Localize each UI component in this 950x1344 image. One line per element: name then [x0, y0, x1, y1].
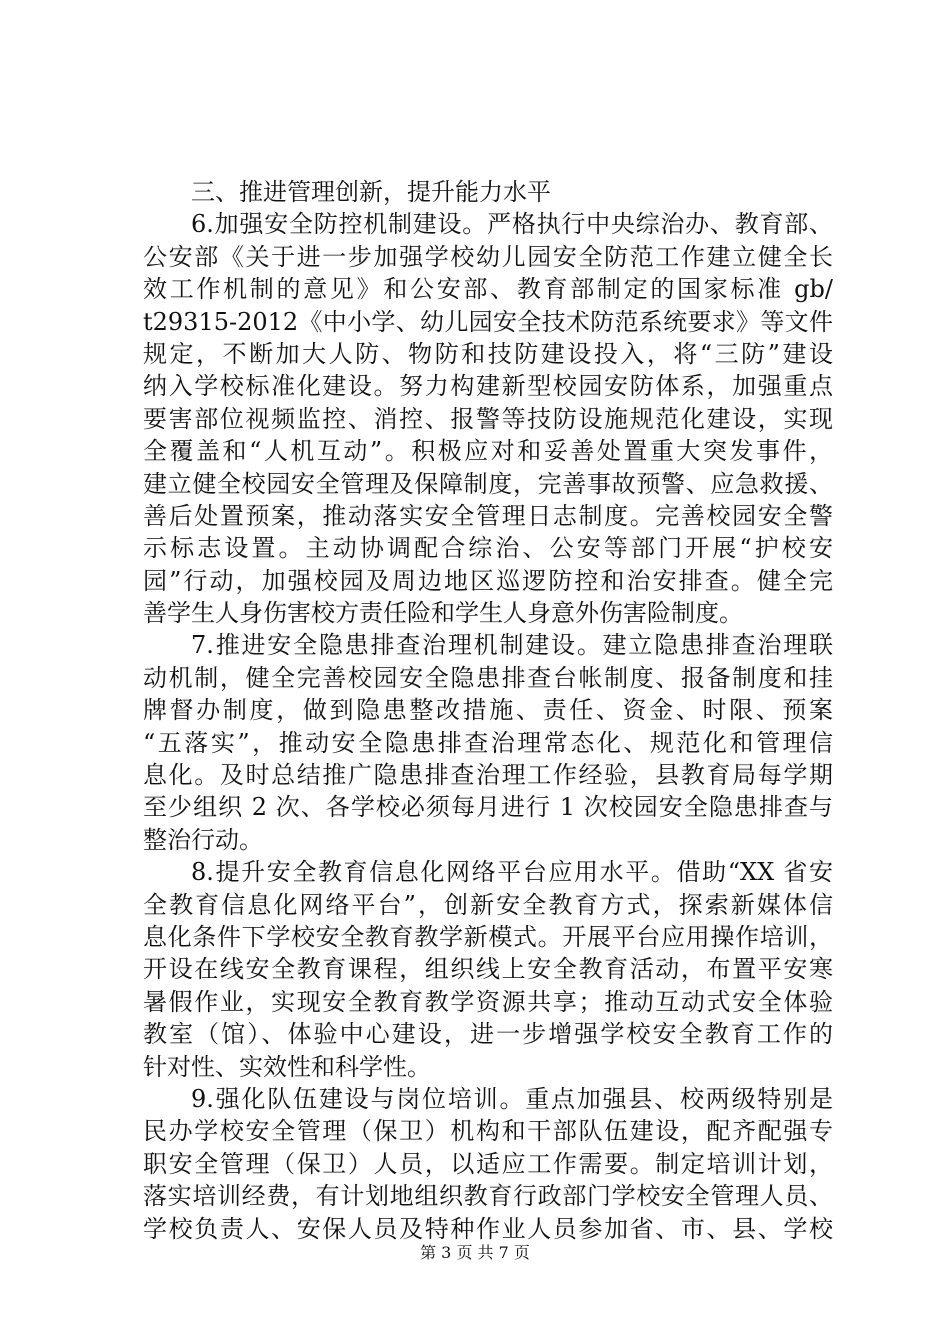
text-line: 善学生人身伤害校方责任险和学生人身意外伤害险制度。: [143, 599, 743, 628]
text-line: 息化。及时总结推广隐患排查治理工作经验，县教育局每学期: [143, 761, 833, 790]
text-line: 示标志设置。主动协调配合综治、公安等部门开展“护校安: [143, 534, 833, 563]
page-footer: 第 3 页 共 7 页: [420, 1243, 530, 1262]
document-body: [143, 176, 833, 1245]
text-line: 全覆盖和“人机互动”。积极应对和妥善处置重大突发事件，: [143, 437, 833, 466]
text-line: 建立健全校园安全管理及保障制度，完善事故预警、应急救援、: [143, 469, 833, 498]
text-line: 6.加强安全防控机制建设。严格执行中央综治办、教育部、: [191, 210, 833, 239]
text-line: 职安全管理（保卫）人员，以适应工作需要。制定培训计划，: [143, 1149, 833, 1178]
text-line: “五落实”，推动安全隐患排查治理常态化、规范化和管理信: [143, 728, 833, 757]
text-line: 7.推进安全隐患排查治理机制建设。建立隐患排查治理联: [191, 631, 833, 660]
text-line: 整治行动。: [143, 825, 263, 854]
text-line: t29315-2012《中小学、幼儿园安全技术防范系统要求》等文件: [143, 307, 833, 336]
text-line: 开设在线安全教育课程，组织线上安全教育活动，布置平安寒: [143, 955, 833, 984]
text-line: 至少组织 2 次、各学校必须每月进行 1 次校园安全隐患排查与: [143, 793, 833, 822]
text-line: 善后处置预案，推动落实安全管理日志制度。完善校园安全警: [143, 501, 833, 530]
text-line: 息化条件下学校安全教育教学新模式。开展平台应用操作培训，: [143, 922, 833, 951]
text-line: 规定，不断加大人防、物防和技防建设投入，将“三防”建设: [143, 339, 833, 368]
text-line: 公安部《关于进一步加强学校幼儿园安全防范工作建立健全长: [143, 242, 833, 271]
text-line: 三、推进管理创新，提升能力水平: [191, 178, 551, 206]
text-line: 民办学校安全管理（保卫）机构和干部队伍建设，配齐配强专: [143, 1117, 833, 1146]
text-line: 教室（馆）、体验中心建设，进一步增强学校安全教育工作的: [143, 1020, 833, 1049]
text-line: 纳入学校标准化建设。努力构建新型校园安防体系，加强重点: [143, 372, 833, 401]
text-line: 暑假作业，实现安全教育教学资源共享；推动互动式安全体验: [143, 987, 833, 1016]
text-line: 落实培训经费，有计划地组织教育行政部门学校安全管理人员、: [143, 1182, 833, 1211]
text-line: 效工作机制的意见》和公安部、教育部制定的国家标准 gb/: [143, 275, 833, 304]
text-line: 9.强化队伍建设与岗位培训。重点加强县、校两级特别是: [191, 1084, 833, 1113]
text-line: 要害部位视频监控、消控、报警等技防设施规范化建设，实现: [143, 404, 833, 433]
text-line: 园”行动，加强校园及周边地区巡逻防控和治安排查。健全完: [143, 566, 833, 595]
text-line: 针对性、实效性和科学性。: [143, 1052, 431, 1081]
text-line: 学校负责人、安保人员及特种作业人员参加省、市、县、学校: [143, 1214, 833, 1243]
text-line: 全教育信息化网络平台”，创新安全教育方式，探索新媒体信: [143, 890, 833, 919]
text-line: 牌督办制度，做到隐患整改措施、责任、资金、时限、预案: [143, 696, 833, 725]
text-line: 动机制，健全完善校园安全隐患排查台帐制度、报备制度和挂: [143, 663, 833, 692]
text-line: 8.提升安全教育信息化网络平台应用水平。借助“XX 省安: [191, 858, 833, 887]
